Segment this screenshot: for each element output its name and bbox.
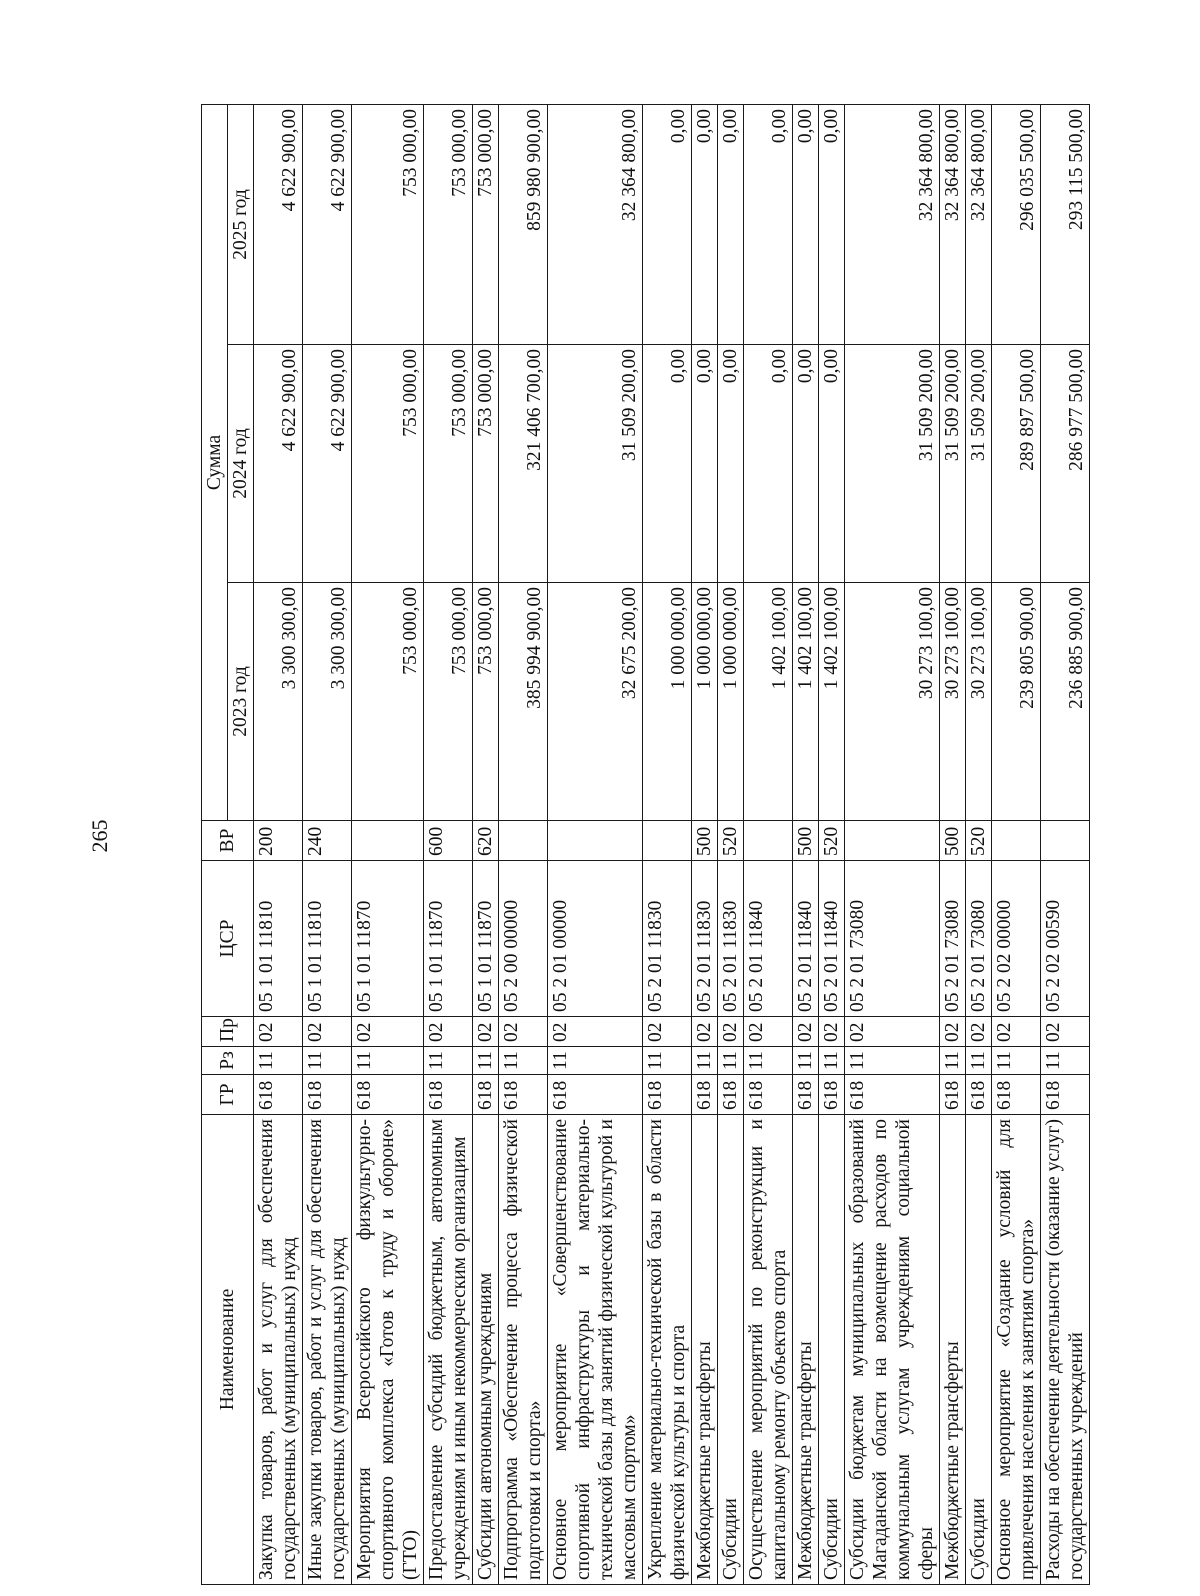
row-sum-2024: 31 509 200,00 (940, 345, 966, 583)
row-vr (643, 821, 692, 861)
table-row (499, 105, 548, 1585)
row-csr: 05 2 02 00000 (992, 861, 1041, 1017)
row-vr: 600 (424, 821, 473, 861)
row-sum-2023: 236 885 900,00 (1041, 583, 1090, 821)
row-name: Иные закупки товаров, работ и услуг для обеспечения государственных (муниципальных) нужд (303, 1115, 352, 1585)
row-pr: 02 (744, 1017, 793, 1047)
row-name: Мероприятия Всероссийского физкультурно-спортивного комплекса «Готов к труду и обороне» (ГТО) (352, 1115, 424, 1585)
row-pr: 02 (424, 1017, 473, 1047)
row-sum-2023: 1 000 000,00 (692, 583, 718, 821)
table-row (819, 105, 845, 1585)
row-csr: 05 1 01 11870 (473, 861, 499, 1017)
row-vr: 620 (473, 821, 499, 861)
row-sum-2023: 239 805 900,00 (992, 583, 1041, 821)
row-vr: 200 (254, 821, 303, 861)
table-row (940, 105, 966, 1585)
row-vr: 520 (819, 821, 845, 861)
row-pr: 02 (303, 1017, 352, 1047)
row-sum-2025: 296 035 500,00 (992, 105, 1041, 345)
row-vr: 500 (793, 821, 819, 861)
row-sum-2024: 0,00 (819, 345, 845, 583)
row-name: Подпрограмма «Обеспечение процесса физической подготовки и спорта» (499, 1115, 548, 1585)
row-vr: 500 (940, 821, 966, 861)
row-csr: 05 1 01 11870 (424, 861, 473, 1017)
row-sum-2023: 30 273 100,00 (845, 583, 940, 821)
row-sum-2024: 286 977 500,00 (1041, 345, 1090, 583)
row-sum-2025: 32 364 800,00 (940, 105, 966, 345)
row-rz: 11 (1041, 1047, 1090, 1075)
header-name: Наименование (202, 1115, 254, 1585)
row-vr (1041, 821, 1090, 861)
row-pr: 02 (940, 1017, 966, 1047)
row-sum-2024: 4 622 900,00 (303, 345, 352, 583)
row-gr: 618 (718, 1075, 744, 1115)
table-row (643, 105, 692, 1585)
table-row (303, 105, 352, 1585)
row-rz: 11 (424, 1047, 473, 1075)
row-sum-2024: 753 000,00 (473, 345, 499, 583)
row-rz: 11 (718, 1047, 744, 1075)
row-sum-2024: 31 509 200,00 (548, 345, 643, 583)
row-vr (992, 821, 1041, 861)
row-sum-2024: 289 897 500,00 (992, 345, 1041, 583)
row-csr: 05 1 01 11810 (254, 861, 303, 1017)
row-gr: 618 (845, 1075, 940, 1115)
header-2023: 2023 год (228, 583, 254, 821)
row-sum-2024: 4 622 900,00 (254, 345, 303, 583)
row-vr: 240 (303, 821, 352, 861)
row-csr: 05 2 01 73080 (966, 861, 992, 1017)
row-gr: 618 (966, 1075, 992, 1115)
row-sum-2023: 3 300 300,00 (303, 583, 352, 821)
table-row (744, 105, 793, 1585)
row-csr: 05 2 01 73080 (940, 861, 966, 1017)
row-sum-2025: 0,00 (793, 105, 819, 345)
row-sum-2023: 1 402 100,00 (819, 583, 845, 821)
row-rz: 11 (940, 1047, 966, 1075)
row-rz: 11 (254, 1047, 303, 1075)
row-sum-2025: 753 000,00 (352, 105, 424, 345)
row-gr: 618 (424, 1075, 473, 1115)
table-row (718, 105, 744, 1585)
row-pr: 02 (1041, 1017, 1090, 1047)
row-vr: 520 (966, 821, 992, 861)
row-csr: 05 2 01 11830 (692, 861, 718, 1017)
header-gr: ГР (202, 1075, 254, 1115)
table-row (352, 105, 424, 1585)
row-sum-2025: 32 364 800,00 (966, 105, 992, 345)
row-vr (548, 821, 643, 861)
row-pr: 02 (473, 1017, 499, 1047)
table-row (966, 105, 992, 1585)
table-row (548, 105, 643, 1585)
header-pr: Пр (202, 1017, 254, 1047)
row-name: Субсидии бюджетам муниципальных образований Магаданской области на возмещение расходов по коммунальным услугам учреждениям социальной сферы (845, 1115, 940, 1585)
row-sum-2023: 1 402 100,00 (793, 583, 819, 821)
row-rz: 11 (352, 1047, 424, 1075)
row-sum-2024: 31 509 200,00 (845, 345, 940, 583)
row-name: Межбюджетные трансферты (692, 1115, 718, 1585)
row-sum-2023: 753 000,00 (352, 583, 424, 821)
row-name: Основное мероприятие «Совершенствование спортивной инфраструктуры и материально-технической базы для занятий физической культурой и массовым спортом» (548, 1115, 643, 1585)
row-rz: 11 (744, 1047, 793, 1075)
table-row (424, 105, 473, 1585)
row-rz: 11 (499, 1047, 548, 1075)
row-gr: 618 (303, 1075, 352, 1115)
row-rz: 11 (819, 1047, 845, 1075)
row-rz: 11 (303, 1047, 352, 1075)
row-rz: 11 (992, 1047, 1041, 1075)
row-rz: 11 (473, 1047, 499, 1075)
row-pr: 02 (643, 1017, 692, 1047)
header-rz: Рз (202, 1047, 254, 1075)
row-sum-2024: 0,00 (793, 345, 819, 583)
row-sum-2025: 0,00 (643, 105, 692, 345)
row-name: Расходы на обеспечение деятельности (оказание услуг) государственных учреждений (1041, 1115, 1090, 1585)
row-rz: 11 (548, 1047, 643, 1075)
row-rz: 11 (643, 1047, 692, 1075)
row-name: Межбюджетные трансферты (940, 1115, 966, 1585)
header-vr: ВР (202, 821, 254, 861)
row-csr: 05 2 01 11840 (819, 861, 845, 1017)
table-row (1041, 105, 1090, 1585)
row-sum-2024: 0,00 (744, 345, 793, 583)
table-row (793, 105, 819, 1585)
header-csr: ЦСР (202, 861, 254, 1017)
row-vr (499, 821, 548, 861)
row-csr: 05 2 01 11830 (718, 861, 744, 1017)
row-name: Осуществление мероприятий по реконструкции и капитальному ремонту объектов спорта (744, 1115, 793, 1585)
row-name: Субсидии автономным учреждениям (473, 1115, 499, 1585)
row-gr: 618 (793, 1075, 819, 1115)
row-gr: 618 (643, 1075, 692, 1115)
row-name: Укрепление материально-технической базы в области физической культуры и спорта (643, 1115, 692, 1585)
row-sum-2025: 0,00 (744, 105, 793, 345)
row-name: Основное мероприятие «Создание условий для привлечения населения к занятиям спорта» (992, 1115, 1041, 1585)
row-name: Субсидии (819, 1115, 845, 1585)
row-sum-2025: 0,00 (692, 105, 718, 345)
row-csr: 05 2 01 11830 (643, 861, 692, 1017)
row-sum-2024: 0,00 (643, 345, 692, 583)
rotated-sheet (201, 105, 1151, 1585)
row-gr: 618 (819, 1075, 845, 1115)
row-gr: 618 (548, 1075, 643, 1115)
row-sum-2024: 31 509 200,00 (966, 345, 992, 583)
row-csr: 05 2 01 11840 (744, 861, 793, 1017)
row-sum-2023: 1 000 000,00 (643, 583, 692, 821)
row-pr: 02 (992, 1017, 1041, 1047)
row-sum-2025: 4 622 900,00 (254, 105, 303, 345)
table-body (254, 105, 1090, 1585)
row-gr: 618 (992, 1075, 1041, 1115)
row-sum-2023: 3 300 300,00 (254, 583, 303, 821)
budget-table (201, 104, 1090, 1585)
table-row (473, 105, 499, 1585)
row-csr: 05 2 01 73080 (845, 861, 940, 1017)
row-sum-2023: 753 000,00 (424, 583, 473, 821)
row-sum-2023: 385 994 900,00 (499, 583, 548, 821)
row-pr: 02 (692, 1017, 718, 1047)
row-name: Субсидии (966, 1115, 992, 1585)
row-gr: 618 (744, 1075, 793, 1115)
table-row (992, 105, 1041, 1585)
row-name: Закупка товаров, работ и услуг для обеспечения государственных (муниципальных) нужд (254, 1115, 303, 1585)
header-2025: 2025 год (228, 105, 254, 345)
row-pr: 02 (499, 1017, 548, 1047)
table-row (845, 105, 940, 1585)
row-gr: 618 (499, 1075, 548, 1115)
row-name: Субсидии (718, 1115, 744, 1585)
row-sum-2025: 4 622 900,00 (303, 105, 352, 345)
row-sum-2025: 859 980 900,00 (499, 105, 548, 345)
row-pr: 02 (793, 1017, 819, 1047)
row-sum-2025: 0,00 (718, 105, 744, 345)
row-sum-2023: 1 000 000,00 (718, 583, 744, 821)
row-sum-2023: 30 273 100,00 (940, 583, 966, 821)
row-name: Предоставление субсидий бюджетным, автономным учреждениям и иным некоммерческим организациям (424, 1115, 473, 1585)
row-pr: 02 (819, 1017, 845, 1047)
row-gr: 618 (254, 1075, 303, 1115)
row-sum-2024: 753 000,00 (352, 345, 424, 583)
row-name: Межбюджетные трансферты (793, 1115, 819, 1585)
row-vr (845, 821, 940, 861)
row-rz: 11 (793, 1047, 819, 1075)
row-vr: 520 (718, 821, 744, 861)
row-pr: 02 (966, 1017, 992, 1047)
row-sum-2023: 32 675 200,00 (548, 583, 643, 821)
page-number: 265 (87, 819, 112, 853)
row-vr: 500 (692, 821, 718, 861)
table-row (254, 105, 303, 1585)
row-sum-2025: 32 364 800,00 (845, 105, 940, 345)
row-sum-2023: 753 000,00 (473, 583, 499, 821)
row-rz: 11 (692, 1047, 718, 1075)
row-pr: 02 (352, 1017, 424, 1047)
row-gr: 618 (1041, 1075, 1090, 1115)
row-gr: 618 (940, 1075, 966, 1115)
row-csr: 05 1 01 11810 (303, 861, 352, 1017)
row-pr: 02 (254, 1017, 303, 1047)
row-rz: 11 (966, 1047, 992, 1075)
row-sum-2024: 0,00 (718, 345, 744, 583)
header-2024: 2024 год (228, 345, 254, 583)
header-sum: Сумма (202, 105, 228, 821)
table-header-row (202, 105, 228, 1585)
row-rz: 11 (845, 1047, 940, 1075)
row-pr: 02 (548, 1017, 643, 1047)
row-sum-2024: 321 406 700,00 (499, 345, 548, 583)
table-row (692, 105, 718, 1585)
row-sum-2023: 1 402 100,00 (744, 583, 793, 821)
row-csr: 05 1 01 11870 (352, 861, 424, 1017)
row-sum-2023: 30 273 100,00 (966, 583, 992, 821)
row-sum-2025: 293 115 500,00 (1041, 105, 1090, 345)
row-sum-2025: 753 000,00 (473, 105, 499, 345)
row-sum-2024: 0,00 (692, 345, 718, 583)
row-sum-2025: 0,00 (819, 105, 845, 345)
row-pr: 02 (718, 1017, 744, 1047)
row-gr: 618 (352, 1075, 424, 1115)
row-csr: 05 2 02 00590 (1041, 861, 1090, 1017)
row-vr (744, 821, 793, 861)
row-csr: 05 2 01 00000 (548, 861, 643, 1017)
row-sum-2025: 32 364 800,00 (548, 105, 643, 345)
row-gr: 618 (473, 1075, 499, 1115)
row-gr: 618 (692, 1075, 718, 1115)
row-csr: 05 2 00 00000 (499, 861, 548, 1017)
row-csr: 05 2 01 11840 (793, 861, 819, 1017)
row-sum-2025: 753 000,00 (424, 105, 473, 345)
row-vr (352, 821, 424, 861)
row-sum-2024: 753 000,00 (424, 345, 473, 583)
row-pr: 02 (845, 1017, 940, 1047)
